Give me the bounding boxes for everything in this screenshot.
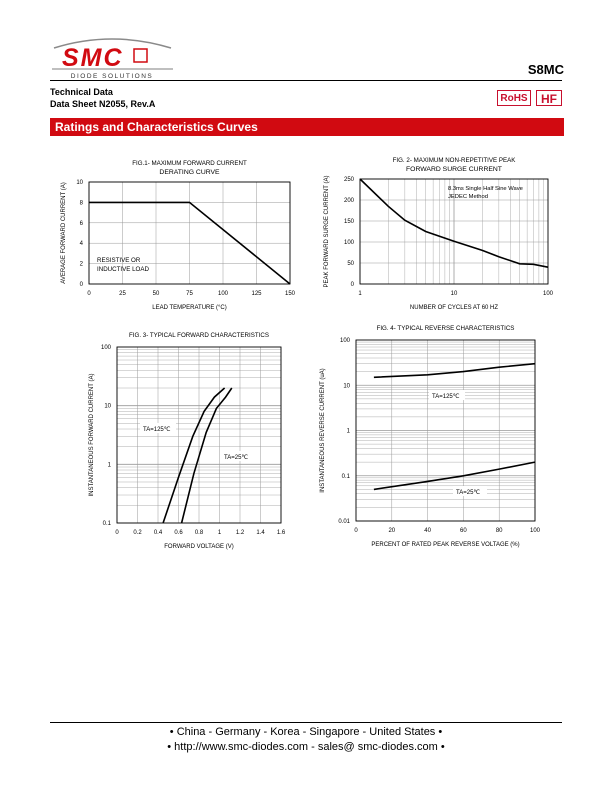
chart-subtitle: FORWARD SURGE CURRENT bbox=[406, 166, 502, 173]
section-title: Ratings and Characteristics Curves bbox=[50, 118, 564, 136]
y-tick-label: 150 bbox=[343, 219, 354, 225]
x-tick-label: 1 bbox=[217, 530, 222, 536]
fig3-series-label: TA=125℃ bbox=[143, 427, 171, 433]
y-tick-label: 100 bbox=[339, 338, 350, 344]
x-tick-label: 60 bbox=[460, 528, 467, 534]
chart-title: FIG. 3- TYPICAL FORWARD CHARACTERISTICS bbox=[129, 332, 269, 339]
y-tick-label: 0.01 bbox=[338, 519, 350, 525]
x-tick-label: 40 bbox=[424, 528, 431, 534]
fig3-group bbox=[89, 332, 286, 550]
doc-type: Technical Data bbox=[50, 87, 113, 97]
chart-title: FIG. 2- MAXIMUM NON-REPETITIVE PEAK bbox=[392, 157, 516, 164]
x-tick-label: 1.4 bbox=[256, 530, 265, 536]
x-tick-label: 0 bbox=[115, 530, 119, 536]
part-number: S8MC bbox=[527, 62, 564, 77]
y-tick-label: 0 bbox=[79, 282, 83, 288]
x-tick-label: 150 bbox=[284, 291, 296, 297]
x-tick-label: 1.6 bbox=[276, 530, 286, 536]
rohs-badge: RoHS bbox=[497, 90, 531, 106]
y-tick-label: 6 bbox=[79, 220, 83, 227]
fig2-annotation: 8.3ms Single Half Sine Wave bbox=[448, 186, 523, 192]
x-tick-label: 50 bbox=[152, 291, 160, 297]
footer-divider bbox=[50, 722, 562, 723]
fig3-series-label: TA=25℃ bbox=[224, 455, 249, 461]
x-axis-label: LEAD TEMPERATURE (°C) bbox=[152, 305, 227, 311]
x-tick-label: 125 bbox=[251, 291, 262, 297]
footer-locations: • China - Germany - Korea - Singapore - United States • bbox=[169, 726, 443, 738]
y-tick-label: 50 bbox=[347, 261, 354, 267]
y-axis-label: INSTANTANEOUS FORWARD CURRENT (A) bbox=[89, 373, 95, 497]
y-tick-label: 100 bbox=[343, 240, 354, 246]
x-tick-label: 0 bbox=[354, 528, 358, 534]
x-tick-label: 100 bbox=[529, 528, 541, 534]
y-tick-label: 0.1 bbox=[102, 521, 111, 527]
x-tick-label: 80 bbox=[495, 528, 503, 534]
y-tick-label: 8 bbox=[79, 200, 83, 207]
doc-number: Data Sheet N2055, Rev.A bbox=[50, 99, 156, 109]
y-tick-label: 1 bbox=[346, 428, 350, 435]
y-tick-label: 1 bbox=[107, 462, 111, 469]
logo-tagline: DIODE SOLUTIONS bbox=[70, 73, 154, 80]
x-tick-label: 75 bbox=[186, 291, 193, 297]
x-tick-label: 0 bbox=[87, 291, 91, 297]
fig4-group bbox=[320, 325, 541, 548]
x-tick-label: 25 bbox=[119, 291, 126, 297]
x-tick-label: 0.6 bbox=[174, 530, 183, 536]
y-tick-label: 0 bbox=[350, 282, 354, 288]
y-tick-label: 10 bbox=[104, 403, 111, 410]
x-tick-label: 20 bbox=[388, 528, 396, 534]
chart-title: FIG.1- MAXIMUM FORWARD CURRENT bbox=[132, 160, 247, 167]
y-tick-label: 100 bbox=[100, 345, 111, 351]
y-tick-label: 10 bbox=[76, 180, 83, 186]
hf-badge: HF bbox=[536, 90, 562, 106]
fig1-group bbox=[61, 160, 296, 311]
y-tick-label: 4 bbox=[79, 241, 83, 248]
x-tick-label: 100 bbox=[217, 291, 229, 297]
y-tick-label: 200 bbox=[343, 198, 354, 204]
x-axis-label: FORWARD VOLTAGE (V) bbox=[164, 544, 234, 550]
y-tick-label: 0.1 bbox=[341, 473, 350, 480]
fig4-series-label: TA=125℃ bbox=[432, 394, 460, 400]
y-tick-label: 2 bbox=[79, 261, 83, 268]
x-tick-label: 100 bbox=[542, 291, 554, 297]
x-tick-label: 10 bbox=[450, 291, 458, 297]
fig1-annotation: INDUCTIVE LOAD bbox=[97, 266, 149, 273]
series-line bbox=[374, 364, 535, 378]
footer-contacts: • http://www.smc-diodes.com - sales@ smc-diodes.com • bbox=[167, 741, 445, 753]
y-axis-label: PEAK FORWARD SURGE CURRENT (A) bbox=[324, 175, 330, 288]
chart-subtitle: DERATING CURVE bbox=[159, 169, 220, 176]
x-tick-label: 1 bbox=[358, 291, 362, 297]
x-tick-label: 0.4 bbox=[153, 530, 163, 536]
y-axis-label: INSTANTANEOUS REVERSE CURRENT (uA) bbox=[320, 368, 326, 493]
y-axis-label: AVERAGE FORWARD CURRENT (A) bbox=[61, 182, 67, 284]
logo-brand: SMC bbox=[62, 44, 124, 72]
x-tick-label: 0.2 bbox=[133, 530, 142, 536]
x-axis-label: NUMBER OF CYCLES AT 60 HZ bbox=[409, 305, 499, 311]
y-tick-label: 10 bbox=[343, 383, 350, 390]
fig4-series-label: TA=25℃ bbox=[456, 490, 481, 496]
x-axis-label: PERCENT OF RATED PEAK REVERSE VOLTAGE (%) bbox=[371, 542, 520, 548]
x-tick-label: 1.2 bbox=[235, 530, 245, 536]
chart-title: FIG. 4- TYPICAL REVERSE CHARACTERISTICS bbox=[376, 325, 515, 332]
fig2-group bbox=[324, 157, 554, 311]
y-tick-label: 250 bbox=[343, 177, 354, 183]
fig1-annotation: RESISTIVE OR bbox=[97, 257, 141, 264]
x-tick-label: 0.8 bbox=[194, 530, 204, 536]
fig2-annotation: JEDEC Method bbox=[448, 194, 488, 200]
